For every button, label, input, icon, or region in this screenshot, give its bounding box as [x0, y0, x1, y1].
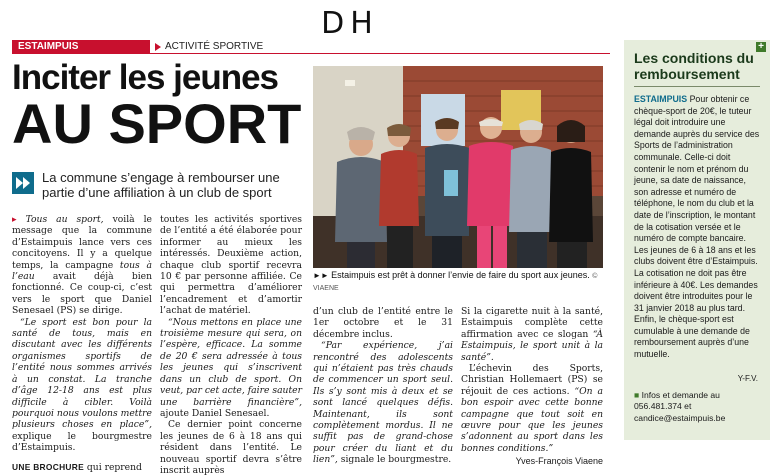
- sidebar-body: [634, 94, 762, 361]
- col1-quote: “Le sport est bon pour la santé de tous, mais en discutant avec les différents organismes sportifs de l’entité nous sommes arrivés à un constat. La tranche d’âge 12-18 ans est plus difficile à cibler. Voilà pourquoi nous voulons mettre plusieurs choses en place”,: [12, 316, 152, 431]
- col1-p1-italic: Tous au sport,: [25, 214, 104, 225]
- col1-p1-italic-2: tous à l’eau: [12, 259, 152, 283]
- col1-p3-text: qui reprend: [84, 461, 142, 473]
- photo-credit: © VIAENE: [313, 273, 598, 292]
- kicker-triangle-icon: [155, 43, 161, 51]
- sidebar-box: [624, 40, 770, 440]
- section-kicker: [12, 40, 610, 54]
- col3-p1: d’un club de l’entité entre le 1er octobre et le 31 décembre inclus.: [313, 306, 453, 340]
- headline: [12, 58, 304, 155]
- info-email: candice@estaimpuis.be: [634, 412, 726, 423]
- col4-quote: “On a bon espoir avec cette bonne campagne que tout soit en œuvre pour que les jeunes s’adonnent au sport dans les bonnes conditions.”: [461, 385, 603, 454]
- col1-p1-text-2: avait déjà bien fonctionné. Ce coup-ci, c’est vers le sport que Daniel Senesael (PS) se dirige.: [12, 271, 152, 317]
- sidebar-divider: [634, 86, 760, 87]
- caption-text: Estaimpuis est prêt à donner l’envie de faire du sport aux jeunes.: [331, 270, 590, 280]
- col2-p2-text: ajoute Daniel Senesael.: [160, 407, 270, 419]
- col1-p2-text: explique le bourgmestre d’Estaimpuis.: [12, 430, 152, 454]
- info-line-1: Infos et demande au: [641, 390, 720, 400]
- article-column-3: [313, 306, 453, 466]
- col4-p1-text: Si la cigarette nuit à la santé, Estaimpuis complète cette affirmation avec ce slogan: [461, 306, 603, 340]
- caption-arrow-icon: ►►: [313, 271, 332, 280]
- col1-p1-text: voilà le message que la commune d’Estaimpuis lance vers ces concitoyens. Il y a quelque temps, la campagne: [12, 214, 152, 271]
- col2-p3: Ce dernier point concerne les jeunes de 6 à 18 ans qui résident dans l’entité. Le nouveau sportif devra s’être inscrit auprès: [160, 419, 302, 476]
- lead-text: La commune s’engage à rembourser une partie d’une affiliation à un club de sport: [42, 170, 280, 200]
- sidebar-signature: Y-F.V.: [737, 374, 758, 383]
- headline-line-2: AU SPORT: [12, 92, 302, 155]
- col4-p2-text: L’échevin des Sports, Christian Hollemaert (PS) se réjouit de ces actions.: [461, 363, 603, 397]
- col3-quote: “Par expérience, j’ai rencontré des adolescents qui n’étaient pas très chauds de commencer un sport seul. Ils s’y sont mis à deux et se sont lancé quelques défis. Maintenant, ils sont complètement mordus. Il ne suffit pas de grand-chose pour créer du liant et du lien”,: [313, 340, 453, 466]
- newspaper-masthead: DH: [321, 6, 379, 41]
- photo-caption: [313, 270, 603, 294]
- col2-p1: toutes les activités sportives de l’entité a été élaborée pour informer au mieux les intéressés. Deuxième action, chaque club sportif recevra 10 € par personne affiliée. Ce qui permettra d’améliorer l’encadrement et d’amortir l’achat de matériel.: [160, 214, 302, 317]
- col4-slogan: “À Estaimpuis, le sport unit à la santé”.: [461, 328, 603, 363]
- sidebar-location: ESTAIMPUIS: [634, 94, 688, 104]
- article-photo: [313, 66, 603, 268]
- col2-quote: “Nous mettons en place une troisième mesure qui sera, on l’espère, efficace. La somme de 20 € sera adressée à tous les jeunes qui s’inscrivent dans un club de sport. On veut, par cet acte, faire sauter une barrière financière”,: [160, 316, 302, 408]
- col3-p2-text: signale le bourgmestre.: [337, 454, 452, 466]
- article-signature: Yves-François Viaene: [515, 456, 603, 467]
- info-phone: 056.481.374 et: [634, 401, 692, 412]
- kicker-place: ESTAIMPUIS: [12, 40, 150, 53]
- plus-icon: +: [756, 42, 766, 52]
- double-arrow-icon: [12, 172, 34, 194]
- col1-subhead-caps: UNE BROCHURE: [12, 461, 84, 472]
- headline-line-1: Inciter les jeunes: [12, 58, 279, 97]
- bullet-icon: ▸: [12, 214, 26, 225]
- info-icon: ■: [634, 390, 642, 400]
- kicker-rubric: ACTIVITÉ SPORTIVE: [165, 41, 264, 52]
- article-column-2: [160, 214, 302, 476]
- sidebar-info: [634, 390, 764, 424]
- article-column-4: [461, 306, 603, 468]
- article-column-1: [12, 214, 152, 473]
- sidebar-text: Pour obtenir ce chèque-sport de 20€, le tuteur légal doit introduire une demande auprès du service des Sports de l’administration communale. Celle-ci doit contenir le nom et prénom du jeune, sa date de naissance, son adresse et numéro de téléphone, le nom du club et la date de l’inscription, le montant de la cotisation versée et le numéro de compte bancaire. Les jeunes de 6 à 18 ans et les clubs doivent être d’Estaimpuis. La cotisation ne doit pas être inférieure à 40€. Les demandes doivent être introduites pour le 31 janvier 2018 au plus tard. Enfin, le chèque-sport est cumulable à une demande de remboursement auprès d’une mutuelle.: [634, 94, 760, 360]
- sidebar-title: Les conditions du remboursement: [634, 50, 754, 82]
